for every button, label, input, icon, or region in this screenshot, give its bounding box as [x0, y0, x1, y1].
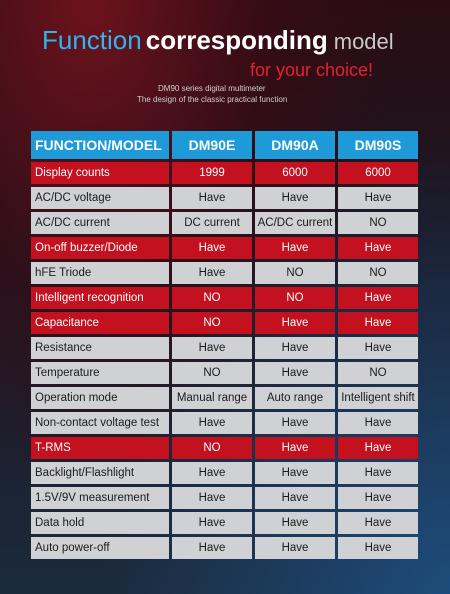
table-row: [31, 162, 418, 184]
feature-value: Have: [172, 512, 252, 534]
feature-name: T-RMS: [31, 437, 169, 459]
feature-name: Operation mode: [31, 387, 169, 409]
feature-value: NO: [172, 287, 252, 309]
feature-name: On-off buzzer/Diode: [31, 237, 169, 259]
feature-value: NO: [338, 212, 418, 234]
feature-name: Backlight/Flashlight: [31, 462, 169, 484]
feature-value: DC current: [172, 212, 252, 234]
feature-value: Have: [255, 237, 335, 259]
page-title: [42, 25, 394, 56]
feature-value: Have: [172, 237, 252, 259]
table-row: [31, 387, 418, 409]
feature-value: 6000: [338, 162, 418, 184]
title-model: model: [333, 29, 394, 54]
feature-name: hFE Triode: [31, 262, 169, 284]
table-row: [31, 537, 418, 559]
feature-value: Have: [255, 437, 335, 459]
series-subtitle: DM90 series digital multimeter: [158, 84, 266, 93]
feature-value: 1999: [172, 162, 252, 184]
feature-name: AC/DC current: [31, 212, 169, 234]
spec-table: [28, 128, 421, 562]
feature-name: Intelligent recognition: [31, 287, 169, 309]
feature-value: Have: [172, 187, 252, 209]
feature-value: NO: [255, 262, 335, 284]
feature-value: Have: [338, 337, 418, 359]
feature-value: Have: [172, 537, 252, 559]
feature-value: Have: [338, 287, 418, 309]
design-subtitle: The design of the classic practical function: [137, 95, 288, 104]
feature-value: Have: [172, 337, 252, 359]
feature-value: Have: [338, 412, 418, 434]
feature-value: Have: [255, 487, 335, 509]
table-row: [31, 487, 418, 509]
feature-value: Have: [338, 537, 418, 559]
feature-value: NO: [338, 262, 418, 284]
feature-name: Display counts: [31, 162, 169, 184]
feature-name: Non-contact voltage test: [31, 412, 169, 434]
feature-value: NO: [255, 287, 335, 309]
table-row: [31, 287, 418, 309]
header-dm90s: DM90S: [338, 131, 418, 159]
table-row: [31, 362, 418, 384]
feature-value: Manual range: [172, 387, 252, 409]
feature-value: Auto range: [255, 387, 335, 409]
feature-value: Have: [338, 237, 418, 259]
table-row: [31, 437, 418, 459]
title-corresponding: corresponding: [145, 25, 328, 55]
feature-value: Have: [338, 437, 418, 459]
table-row: [31, 412, 418, 434]
feature-name: 1.5V/9V measurement: [31, 487, 169, 509]
table-row: [31, 462, 418, 484]
feature-value: Intelligent shift: [338, 387, 418, 409]
table-row: [31, 262, 418, 284]
table-row: [31, 337, 418, 359]
feature-value: AC/DC current: [255, 212, 335, 234]
title-function: Function: [42, 25, 142, 55]
feature-value: Have: [255, 512, 335, 534]
feature-value: Have: [255, 337, 335, 359]
table-row: [31, 212, 418, 234]
feature-value: Have: [255, 462, 335, 484]
header-dm90e: DM90E: [172, 131, 252, 159]
feature-value: Have: [255, 187, 335, 209]
feature-value: Have: [338, 487, 418, 509]
feature-value: Have: [255, 362, 335, 384]
header: [0, 0, 450, 120]
feature-value: 6000: [255, 162, 335, 184]
feature-value: Have: [255, 412, 335, 434]
feature-value: Have: [172, 262, 252, 284]
feature-name: Data hold: [31, 512, 169, 534]
header-dm90a: DM90A: [255, 131, 335, 159]
feature-value: Have: [338, 462, 418, 484]
table-row: [31, 312, 418, 334]
feature-value: Have: [172, 412, 252, 434]
feature-name: Resistance: [31, 337, 169, 359]
table-row: [31, 187, 418, 209]
feature-name: Capacitance: [31, 312, 169, 334]
feature-value: Have: [255, 537, 335, 559]
feature-name: Temperature: [31, 362, 169, 384]
table-row: [31, 237, 418, 259]
feature-value: NO: [172, 437, 252, 459]
header-function-model: FUNCTION/MODEL: [31, 131, 169, 159]
feature-value: NO: [172, 362, 252, 384]
table-header-row: [31, 131, 418, 159]
feature-value: Have: [338, 187, 418, 209]
feature-value: Have: [338, 312, 418, 334]
feature-value: Have: [338, 512, 418, 534]
feature-value: NO: [172, 312, 252, 334]
feature-name: AC/DC voltage: [31, 187, 169, 209]
feature-value: Have: [172, 462, 252, 484]
feature-value: NO: [338, 362, 418, 384]
for-your-choice: for your choice!: [250, 60, 374, 80]
table-row: [31, 512, 418, 534]
feature-name: Auto power-off: [31, 537, 169, 559]
feature-value: Have: [255, 312, 335, 334]
feature-value: Have: [172, 487, 252, 509]
